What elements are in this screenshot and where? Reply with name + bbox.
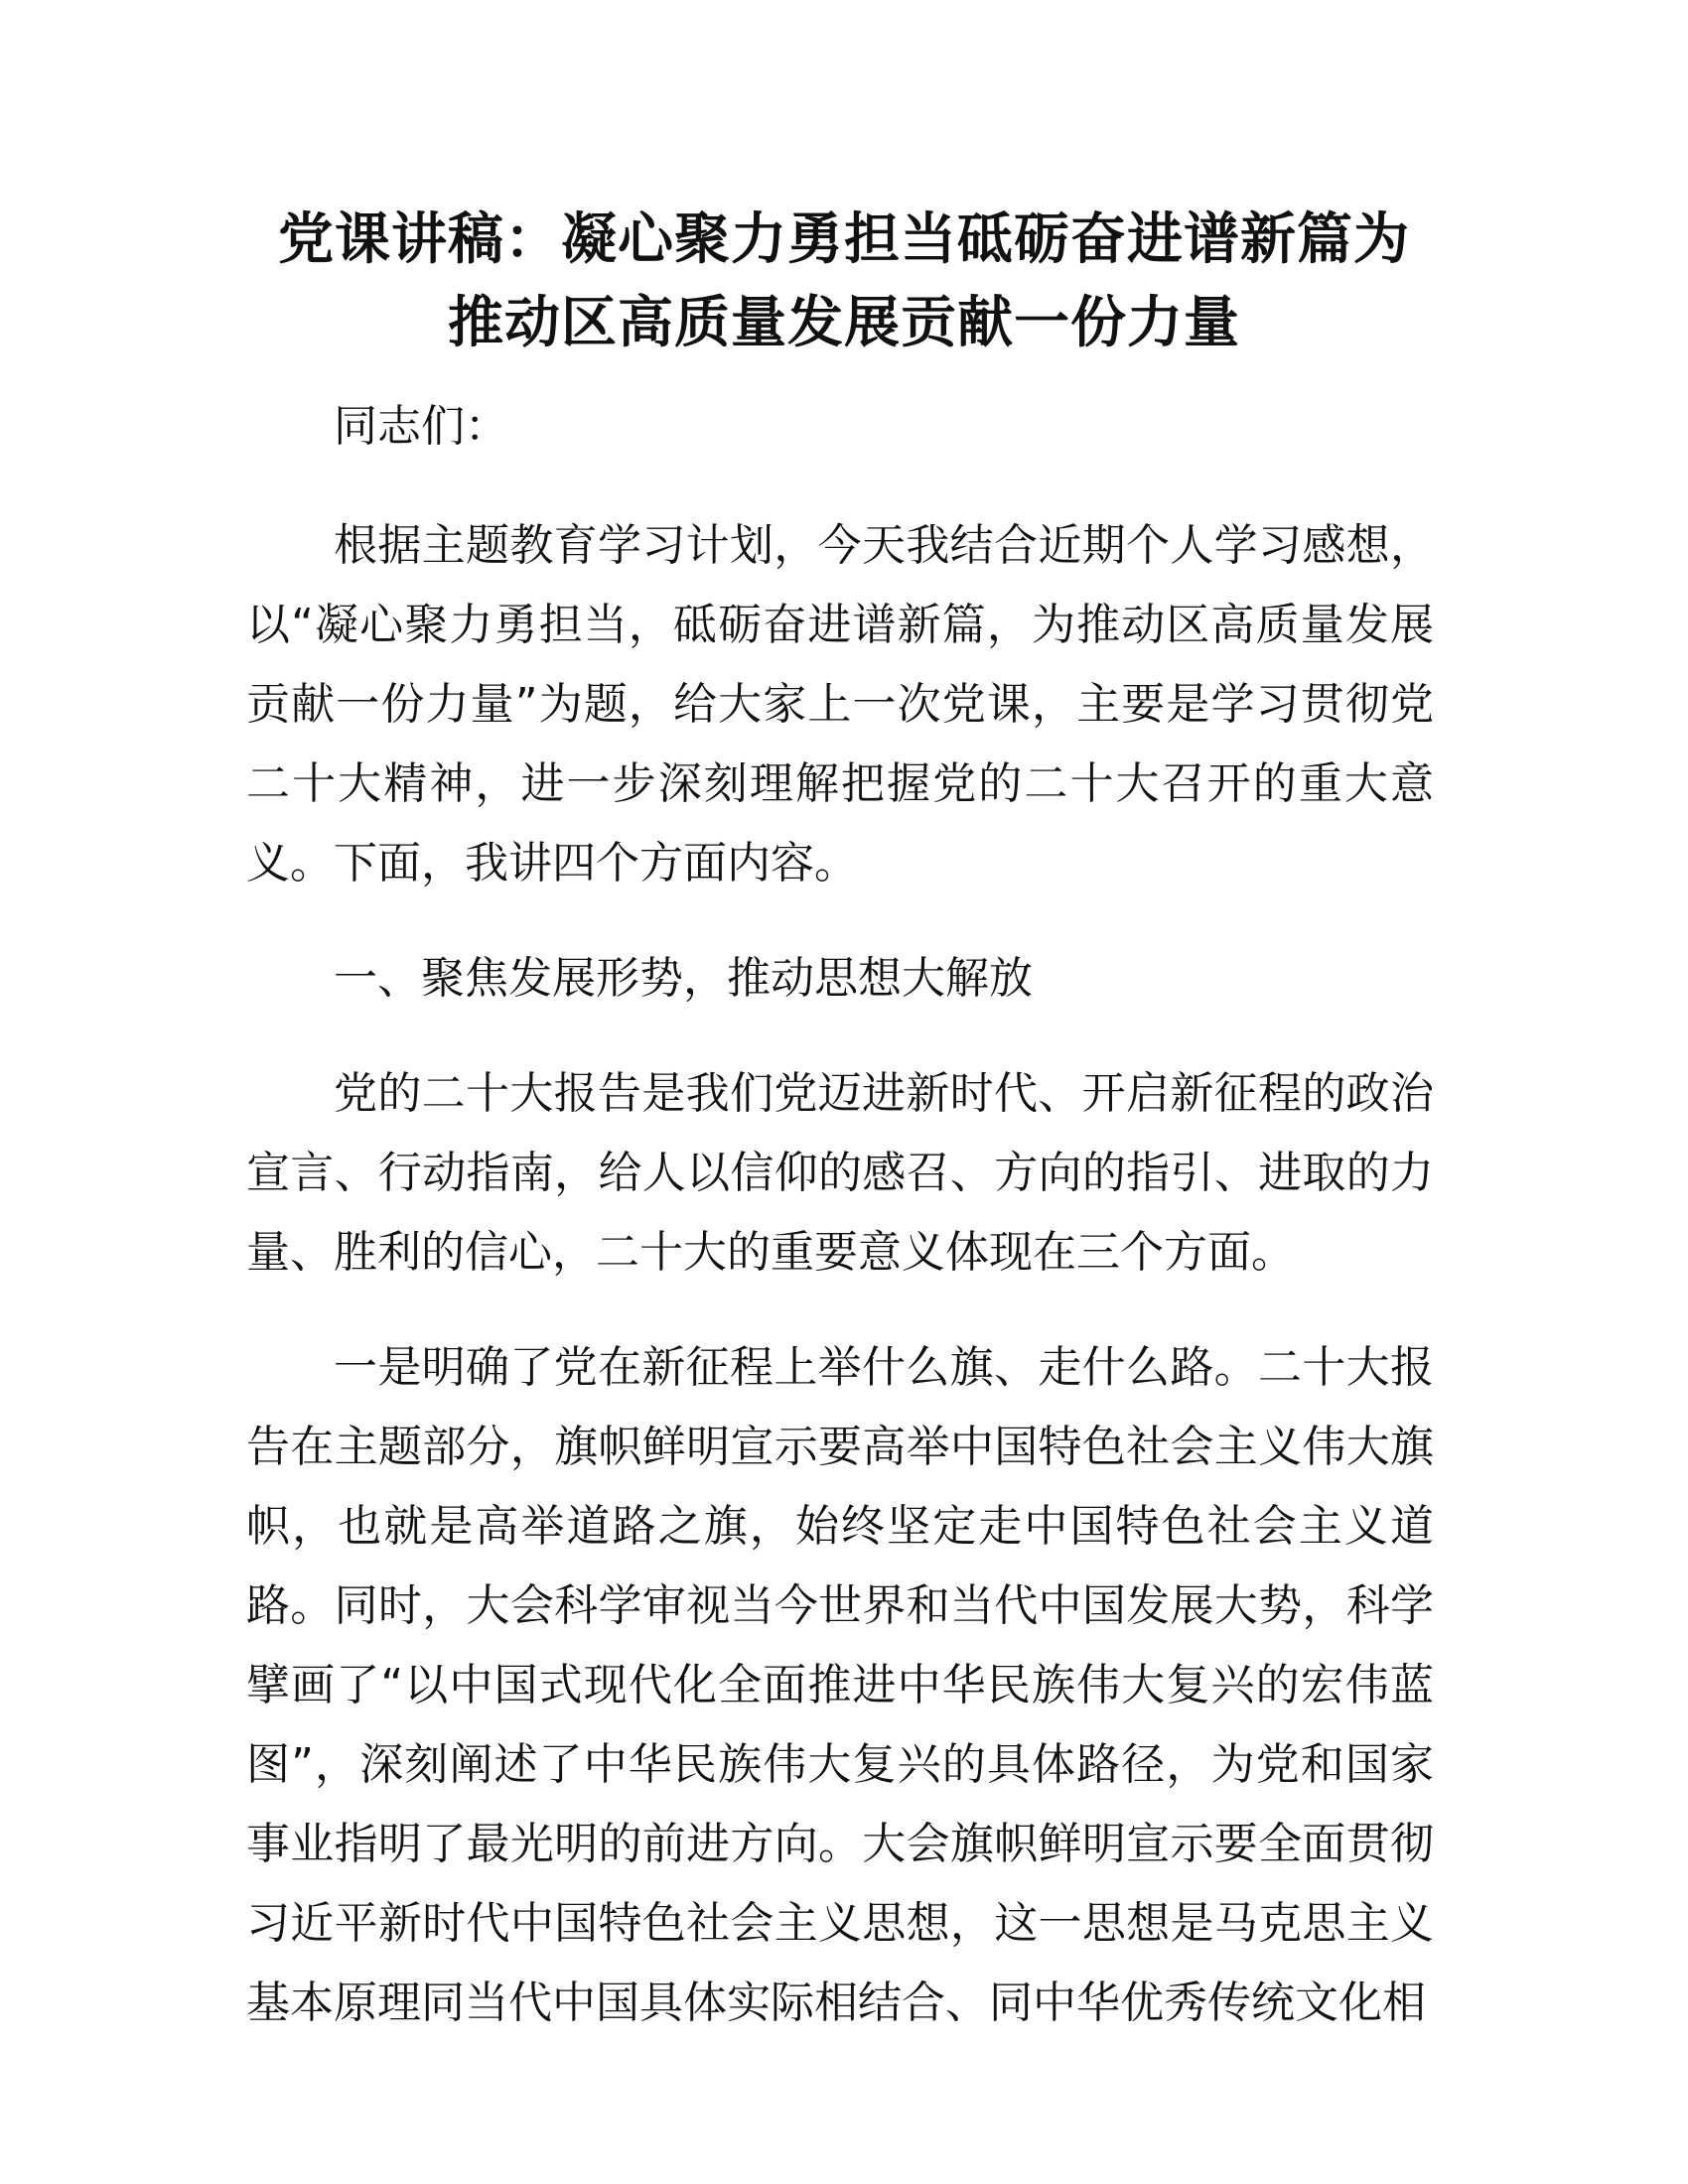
body-paragraph-1: 党的二十大报告是我们党迈进新时代、开启新征程的政治宣言、行动指南，给人以信仰的感召、方向的指引、进取的力量、胜利的信心，二十大的重要意义体现在三个方面。 [246,1068,1434,1278]
document-body [246,387,1434,2079]
intro-paragraph: 根据主题教育学习计划，今天我结合近期个人学习感想，以“凝心聚力勇担当，砥砺奋进谱新篇，为推动区高质量发展贡献一份力量”为题，给大家上一次党课，主要是学习贯彻党二十大精神，进一步深刻理解把握党的二十大召开的重大意义。下面，我讲四个方面内容。 [246,520,1434,888]
body-paragraph-2: 一是明确了党在新征程上举什么旗、走什么路。二十大报告在主题部分，旗帜鲜明宣示要高举中国特色社会主义伟大旗帜，也就是高举道路之旗，始终坚定走中国特色社会主义道路。同时，大会科学审视当今世界和当代中国发展大势，科学擘画了“以中国式现代化全面推进中华民族伟大复兴的宏伟蓝图”，深刻阐述了中华民族伟大复兴的具体路径，为党和国家事业指明了最光明的前进方向。大会旗帜鲜明宣示要全面贯彻习近平新时代中国特色社会主义思想，这一思想是马克思主义基本原理同当代中国具体实际相结合、同中华优秀传统文化相 [246,1342,1434,2028]
salutation-paragraph: 同志们： [334,401,508,452]
document-title [179,199,1509,365]
section-heading-1: 一、聚焦发展形势，推动思想大解放 [334,953,1033,1004]
title-line-2: 推动区高质量发展贡献一份力量 [448,291,1240,355]
title-line-1: 党课讲稿：凝心聚力勇担当砥砺奋进谱新篇为 [278,207,1410,272]
